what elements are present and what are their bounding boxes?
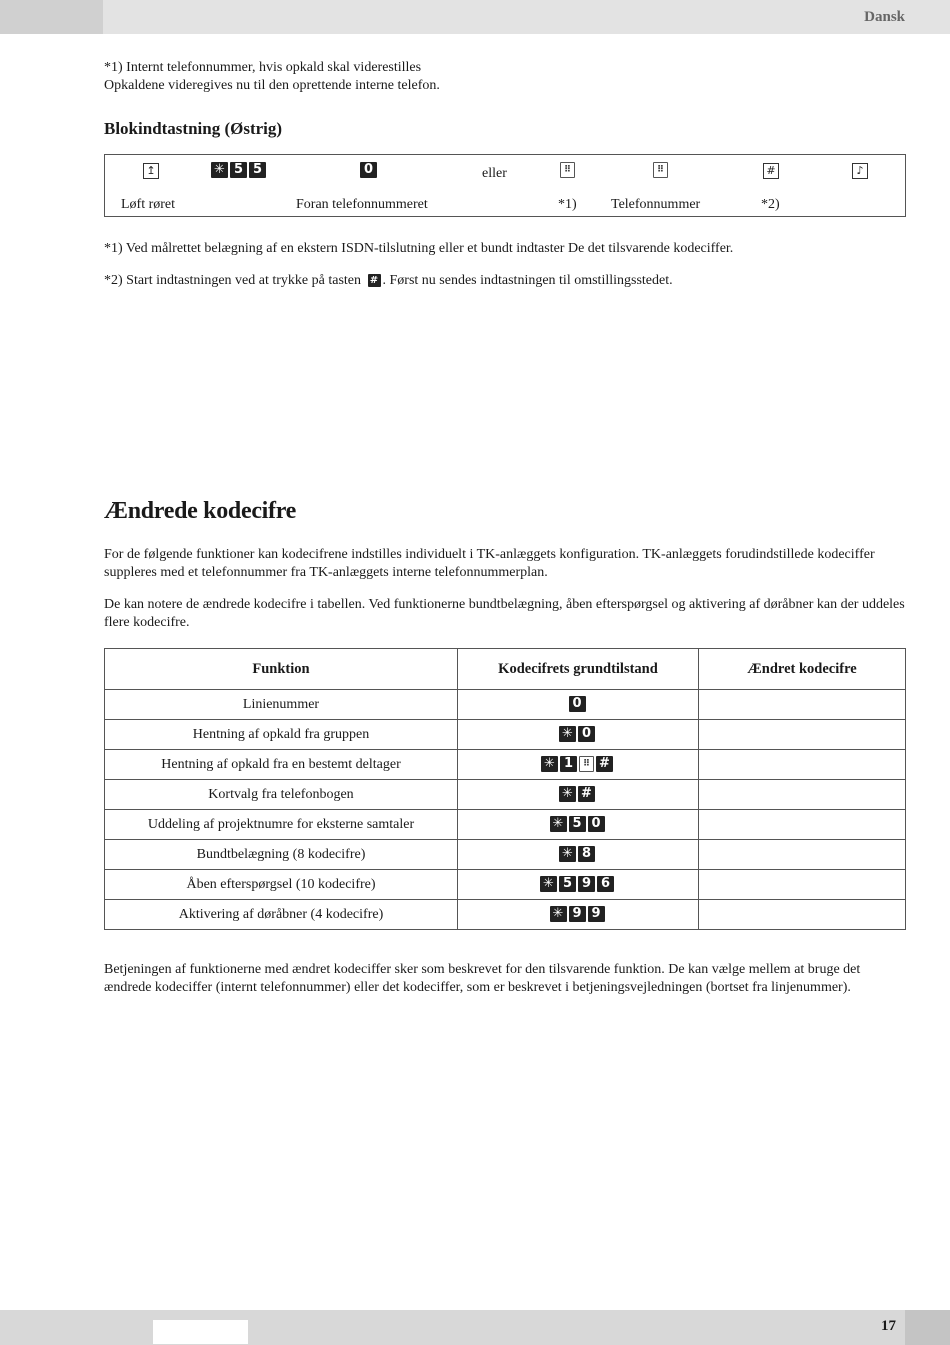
prefix-keys xyxy=(211,162,268,178)
table-row xyxy=(105,780,906,810)
table-row xyxy=(105,840,906,870)
hash-key-icon: # xyxy=(578,786,595,802)
default-code-cell xyxy=(458,720,699,750)
digit-key-icon: 0 xyxy=(578,726,595,742)
default-code-cell xyxy=(458,780,699,810)
hash-key-icon: # xyxy=(368,274,381,287)
digit-key-icon: 6 xyxy=(597,876,614,892)
header-changed-code: Ændret kodecifre xyxy=(699,649,906,690)
default-code-cell xyxy=(458,810,699,840)
label-lift: Løft røret xyxy=(121,197,176,212)
star-key-icon: ✳ xyxy=(540,876,557,892)
digit-key-icon: 0 xyxy=(569,696,586,712)
changed-code-cell[interactable] xyxy=(699,690,906,720)
label-number: Telefonnummer xyxy=(611,197,701,212)
digit-key-icon: 9 xyxy=(578,876,595,892)
default-code-cell xyxy=(458,900,699,930)
star-key-icon: ✳ xyxy=(559,786,576,802)
changed-code-cell[interactable] xyxy=(699,840,906,870)
star-key-icon: ✳ xyxy=(559,726,576,742)
default-code-cell xyxy=(458,690,699,720)
header-bar xyxy=(0,0,950,34)
changed-code-cell[interactable] xyxy=(699,810,906,840)
star-key-icon: ✳ xyxy=(541,756,558,772)
function-cell: Linienummer xyxy=(105,690,458,720)
dial-sequence-box xyxy=(104,154,906,217)
intro-text xyxy=(104,59,905,95)
zero-key-icon: 0 xyxy=(360,162,377,178)
table-row xyxy=(105,720,906,750)
digit-key-icon: 9 xyxy=(569,906,586,922)
changed-code-cell[interactable] xyxy=(699,870,906,900)
language-label: Dansk xyxy=(864,9,905,25)
table-row xyxy=(105,690,906,720)
table-row xyxy=(105,750,906,780)
star-key-icon: ✳ xyxy=(550,906,567,922)
footer-tab xyxy=(153,1320,248,1344)
or-label: eller xyxy=(482,166,507,181)
page-number: 17 xyxy=(881,1318,896,1334)
digit-key-icon: 0 xyxy=(588,816,605,832)
function-cell: Hentning af opkald fra en bestemt deltager xyxy=(105,750,458,780)
keypad-icon: ⠿ xyxy=(560,162,575,178)
digit-key-icon: 8 xyxy=(578,846,595,862)
table-row xyxy=(105,870,906,900)
star-key-icon: ✳ xyxy=(550,816,567,832)
hang-up-icon: ♪ xyxy=(852,163,868,179)
function-cell: Aktivering af døråbner (4 kodecifre) xyxy=(105,900,458,930)
star-key-icon: ✳ xyxy=(211,162,228,178)
function-cell: Kortvalg fra telefonbogen xyxy=(105,780,458,810)
keypad-icon: ⠿ xyxy=(579,756,594,772)
changed-code-cell[interactable] xyxy=(699,900,906,930)
block-entry-title: Blokindtastning (Østrig) xyxy=(104,119,283,138)
header-default-code: Kodecifrets grundtilstand xyxy=(458,649,699,690)
intro-line-2: Opkaldene videregives nu til den oprettende interne telefon. xyxy=(104,78,440,93)
default-code-cell xyxy=(458,750,699,780)
digit-key-icon: 9 xyxy=(588,906,605,922)
section-paragraph-1: For de følgende funktioner kan kodecifrene indstilles individuelt i TK-anlæggets konfiguration. TK-anlæggets forudindstillede kodeciffer suppleres med et telefonnummer fra TK-anlæggets interne telefonnummerplan. xyxy=(104,547,875,580)
changed-code-cell[interactable] xyxy=(699,720,906,750)
codes-table xyxy=(104,648,906,930)
changed-code-cell[interactable] xyxy=(699,780,906,810)
section-paragraph-2: De kan notere de ændrede kodecifre i tabellen. Ved funktionerne bundtbelægning, åben efterspørgsel og aktivering af døråbner kan der uddeles flere kodecifre. xyxy=(104,597,905,630)
footnote-2 xyxy=(104,272,905,290)
table-row xyxy=(105,900,906,930)
footer-bar xyxy=(0,1310,950,1345)
footnote-2-end: . Først nu sendes indtastningen til omstillingsstedet. xyxy=(382,273,673,288)
table-row xyxy=(105,810,906,840)
footnote-2-start: *2) Start indtastningen ved at trykke på tasten xyxy=(104,273,361,288)
function-cell: Uddeling af projektnumre for eksterne samtaler xyxy=(105,810,458,840)
header-function: Funktion xyxy=(105,649,458,690)
lift-handset-icon: ↥ xyxy=(143,163,159,179)
table-header-row xyxy=(105,649,906,690)
header-tab xyxy=(0,0,103,34)
section-title: Ændrede kodecifre xyxy=(104,498,296,524)
default-code-cell xyxy=(458,840,699,870)
keypad-icon: ⠿ xyxy=(653,162,668,178)
digit-key-icon: 5 xyxy=(559,876,576,892)
star-key-icon: ✳ xyxy=(559,846,576,862)
footer-page-box xyxy=(905,1310,950,1345)
function-cell: Hentning af opkald fra gruppen xyxy=(105,720,458,750)
digit-key-icon: 5 xyxy=(249,162,266,178)
function-cell: Åben efterspørgsel (10 kodecifre) xyxy=(105,870,458,900)
label-prefix: Foran telefonnummeret xyxy=(296,197,428,212)
function-cell: Bundtbelægning (8 kodecifre) xyxy=(105,840,458,870)
digit-key-icon: 1 xyxy=(560,756,577,772)
label-note1: *1) xyxy=(558,197,577,212)
label-note2: *2) xyxy=(761,197,780,212)
footnote-1: *1) Ved målrettet belægning af en ekstern ISDN-tilslutning eller et bundt indtaster De det tilsvarende kodeciffer. xyxy=(104,241,734,256)
closing-paragraph: Betjeningen af funktionerne med ændret kodeciffer sker som beskrevet for den tilsvarende funktion. De kan vælge mellem at bruge det ændrede kodeciffer (internt telefonnummer) eller det kodeciffer, som er beskrevet i betjeningsvejledningen (bortset fra linjenummer). xyxy=(104,962,861,995)
digit-key-icon: 5 xyxy=(230,162,247,178)
digit-key-icon: 5 xyxy=(569,816,586,832)
intro-line-1: *1) Internt telefonnummer, hvis opkald skal viderestilles xyxy=(104,60,422,75)
hash-key-icon: # xyxy=(763,163,779,179)
hash-key-icon: # xyxy=(596,756,613,772)
changed-code-cell[interactable] xyxy=(699,750,906,780)
default-code-cell xyxy=(458,870,699,900)
